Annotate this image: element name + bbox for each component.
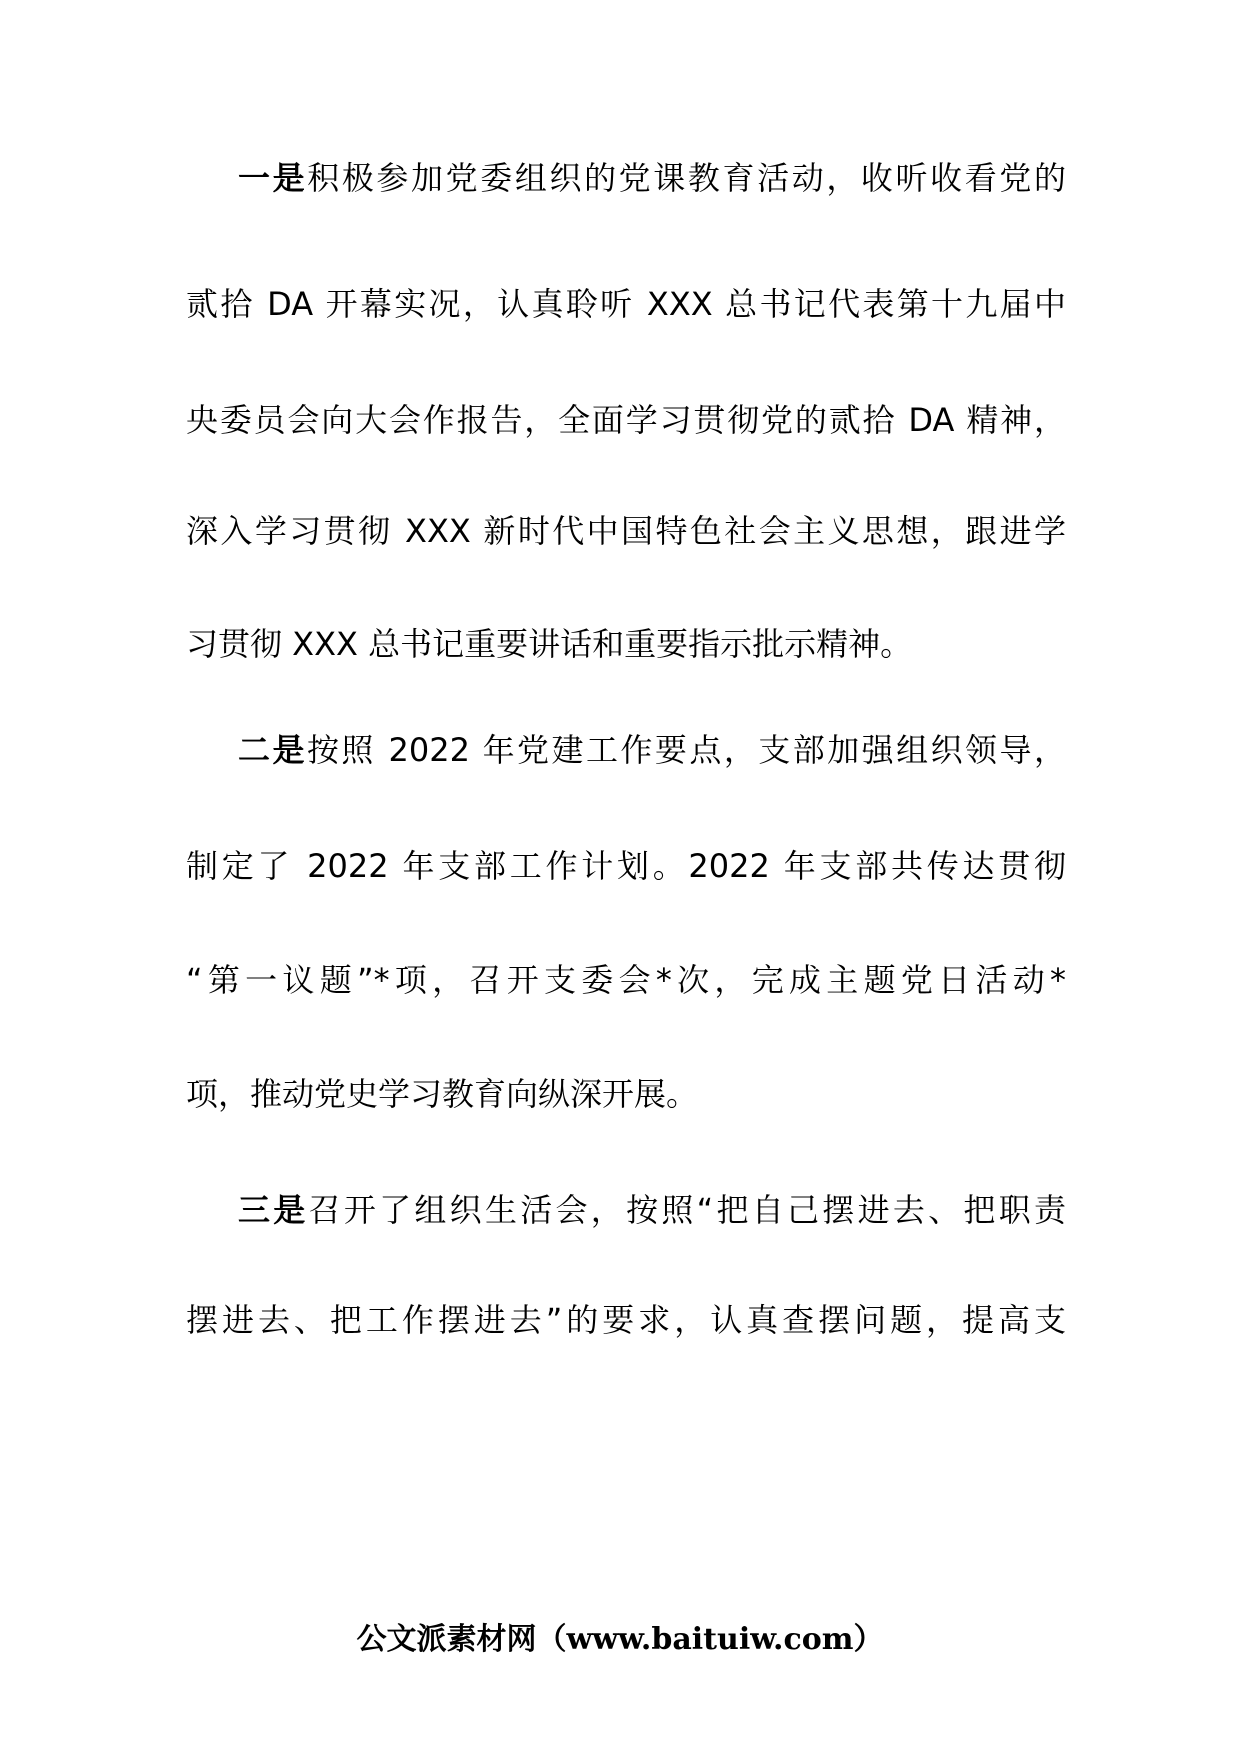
footer-watermark: 公文派素材网（www.baituiw.com） — [356, 1622, 884, 1657]
paragraph-3-lead: 三是 — [238, 1191, 309, 1229]
paragraph-2-lead: 二是 — [238, 731, 307, 769]
paragraph-1-line-4: 深入学习贯彻 XXX 新时代中国特色社会主义思想，跟进学 — [186, 512, 1066, 550]
paragraph-1-line-1 — [186, 156, 1066, 200]
paragraph-3-line-1 — [186, 1188, 1066, 1232]
paragraph-1-line-2: 贰拾 DA 开幕实况，认真聆听 XXX 总书记代表第十九届中 — [186, 285, 1066, 323]
paragraph-1-line-3: 央委员会向大会作报告，全面学习贯彻党的贰拾 DA 精神， — [186, 401, 1066, 439]
paragraph-2-line-3: “第一议题”*项，召开支委会*次，完成主题党日活动* — [186, 961, 1066, 999]
paragraph-3-line-2: 摆进去、把工作摆进去”的要求，认真查摆问题，提高支 — [186, 1301, 1066, 1339]
paragraph-2-line-2: 制定了 2022 年支部工作计划。2022 年支部共传达贯彻 — [186, 847, 1066, 885]
paragraph-2-line-4: 项，推动党史学习教育向纵深开展。 — [186, 1075, 699, 1113]
paragraph-1-lead: 一是 — [238, 159, 308, 197]
paragraph-3-text: 召开了组织生活会，按照“把自己摆进去、把职责 — [308, 1191, 1066, 1229]
paragraph-2-line-1 — [186, 728, 1066, 772]
paragraph-2-text: 按照 2022 年党建工作要点，支部加强组织领导， — [306, 731, 1066, 769]
paragraph-1-line-5: 习贯彻 XXX 总书记重要讲话和重要指示批示精神。 — [186, 625, 913, 663]
paragraph-1-text: 积极参加党委组织的党课教育活动，收听收看党的 — [307, 159, 1066, 197]
